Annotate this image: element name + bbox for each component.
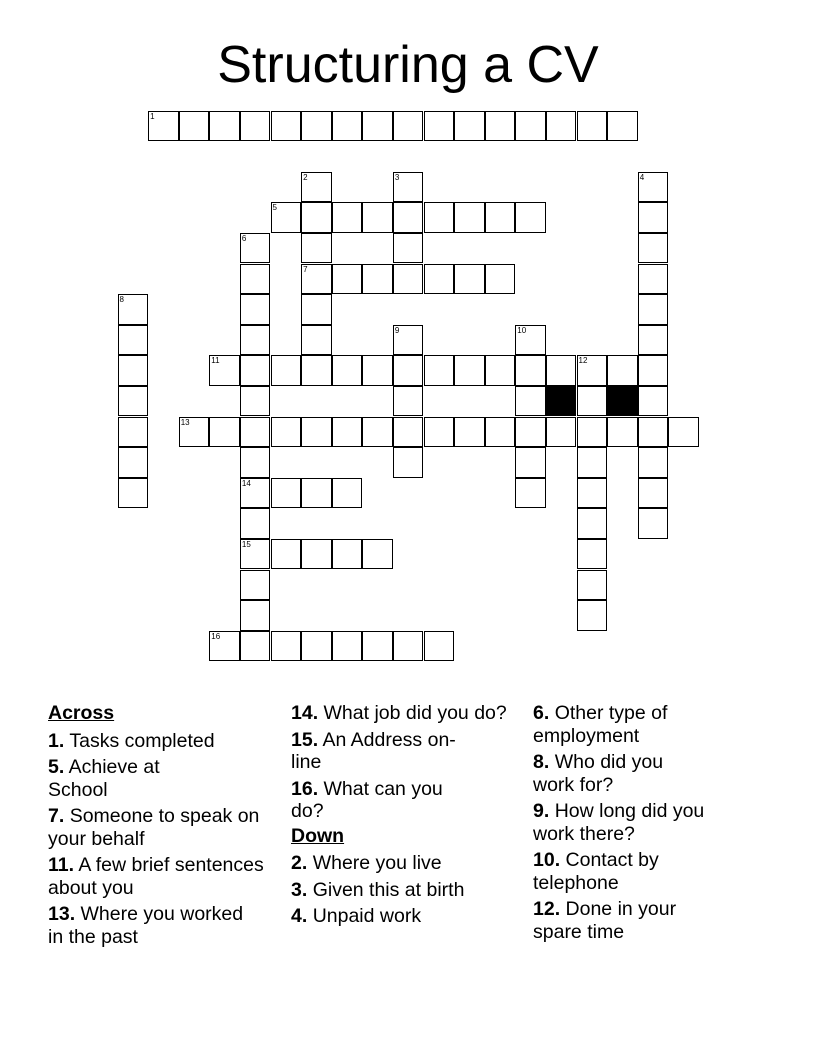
crossword-cell[interactable]: [362, 417, 393, 448]
crossword-cell[interactable]: [638, 233, 669, 264]
crossword-cell[interactable]: [577, 570, 608, 601]
crossword-cell[interactable]: [362, 264, 393, 295]
clue-number: 4.: [291, 905, 308, 927]
across-heading: Across: [48, 702, 115, 724]
clue-number: 15.: [291, 728, 319, 751]
crossword-cell[interactable]: [271, 631, 302, 662]
crossword-cell[interactable]: [393, 355, 424, 386]
crossword-cell[interactable]: [424, 111, 455, 142]
crossword-cell[interactable]: [301, 417, 332, 448]
crossword-cell[interactable]: [118, 294, 149, 325]
crossword-cell[interactable]: [240, 600, 271, 631]
clue-number: 2.: [291, 852, 308, 874]
crossword-cell[interactable]: [485, 417, 516, 448]
crossword-cell[interactable]: [638, 172, 669, 203]
clue-column-2: [291, 702, 511, 932]
crossword-cell[interactable]: [638, 264, 669, 295]
crossword-cell[interactable]: [271, 417, 302, 448]
crossword-cell[interactable]: [485, 202, 516, 233]
clue-across-1: [48, 730, 283, 753]
crossword-cell[interactable]: [393, 111, 424, 142]
crossword-cell[interactable]: [577, 447, 608, 478]
crossword-cell[interactable]: [332, 631, 363, 662]
crossword-cell[interactable]: [393, 264, 424, 295]
clue-across-11: [48, 854, 283, 899]
crossword-cell[interactable]: [577, 111, 608, 142]
crossword-cell[interactable]: [240, 478, 271, 509]
crossword-cell[interactable]: [301, 172, 332, 203]
crossword-cell[interactable]: [638, 202, 669, 233]
crossword-cell[interactable]: [515, 325, 546, 356]
crossword-cell[interactable]: [424, 264, 455, 295]
crossword-cell[interactable]: [515, 386, 546, 417]
crossword-cell[interactable]: [454, 264, 485, 295]
crossword-cell[interactable]: [271, 355, 302, 386]
crossword-cell[interactable]: [577, 539, 608, 570]
crossword-cell[interactable]: [209, 417, 240, 448]
clue-text: Where you worked in the past: [48, 903, 244, 948]
clue-number: 16.: [291, 777, 319, 800]
crossword-cell[interactable]: [240, 264, 271, 295]
crossword-cell[interactable]: [577, 478, 608, 509]
crossword-cell[interactable]: [332, 264, 363, 295]
clue-text: What job did you do?: [323, 702, 507, 724]
cell-number: 6: [241, 233, 247, 243]
clue-number: 6.: [533, 702, 550, 724]
crossword-cell[interactable]: [638, 447, 669, 478]
crossword-cell[interactable]: [454, 355, 485, 386]
crossword-cell[interactable]: [393, 172, 424, 203]
crossword-cell[interactable]: [209, 111, 240, 142]
cell-number: 11: [211, 356, 220, 366]
clue-across-15: [291, 729, 456, 774]
crossword-cell[interactable]: [240, 508, 271, 539]
crossword-cell[interactable]: [577, 386, 608, 417]
crossword-cell[interactable]: [607, 111, 638, 142]
crossword-cell[interactable]: [240, 386, 271, 417]
cell-number: 5: [272, 203, 277, 213]
clue-down-6: [533, 702, 698, 747]
down-heading: Down: [291, 824, 345, 847]
cell-number: 3: [394, 172, 400, 182]
crossword-cell[interactable]: [424, 355, 455, 386]
clue-number: 3.: [291, 878, 308, 901]
crossword-cell[interactable]: [118, 355, 149, 386]
crossword-cell[interactable]: [332, 111, 363, 142]
crossword-cell[interactable]: [118, 447, 149, 478]
crossword-cell[interactable]: [454, 417, 485, 448]
clue-down-10: [533, 849, 693, 894]
clue-down-9: [533, 800, 743, 845]
crossword-cell[interactable]: [577, 508, 608, 539]
clue-text: Someone to speak on your behalf: [48, 805, 260, 850]
crossword-cell[interactable]: [362, 539, 393, 570]
crossword-cell[interactable]: [393, 631, 424, 662]
clue-across-14: [291, 702, 511, 725]
clue-number: 5.: [48, 756, 65, 778]
cell-number: 1: [150, 111, 155, 121]
crossword-cell[interactable]: [271, 539, 302, 570]
crossword-cell[interactable]: [240, 355, 271, 386]
crossword-cell[interactable]: [118, 478, 149, 509]
cell-number: 12: [578, 356, 588, 366]
crossword-cell[interactable]: [301, 539, 332, 570]
crossword-cell[interactable]: [515, 111, 546, 142]
clue-text: Unpaid work: [312, 905, 422, 927]
cell-number: 14: [241, 478, 251, 488]
cell-number: 13: [180, 417, 190, 427]
crossword-cell[interactable]: [362, 631, 393, 662]
clue-across-16: [291, 778, 471, 823]
clue-text: Given this at birth: [312, 878, 465, 901]
crossword-cell[interactable]: [638, 417, 669, 448]
crossword-cell[interactable]: [240, 570, 271, 601]
crossword-cell[interactable]: [515, 202, 546, 233]
crossword-cell[interactable]: [240, 447, 271, 478]
crossword-cell[interactable]: [638, 294, 669, 325]
crossword-cell[interactable]: [179, 111, 210, 142]
crossword-cell[interactable]: [577, 355, 608, 386]
clue-down-4: [291, 905, 511, 928]
crossword-cell[interactable]: [240, 539, 271, 570]
crossword-cell[interactable]: [546, 355, 577, 386]
clue-number: 10.: [533, 849, 561, 871]
crossword-cell[interactable]: [271, 202, 302, 233]
cell-number: 15: [241, 539, 251, 549]
crossword-cell[interactable]: [240, 417, 271, 448]
crossword-cell[interactable]: [515, 447, 546, 478]
crossword-cell[interactable]: [332, 478, 363, 509]
clue-column-3: [533, 702, 743, 947]
clue-text: Tasks completed: [69, 729, 215, 752]
crossword-cell[interactable]: [301, 111, 332, 142]
crossword-cell[interactable]: [209, 631, 240, 662]
crossword-cell[interactable]: [638, 325, 669, 356]
crossword-cell[interactable]: [424, 202, 455, 233]
page-title: Structuring a CV: [217, 36, 599, 94]
crossword-cell[interactable]: [148, 111, 179, 142]
black-cell: [607, 386, 638, 417]
clue-number: 13.: [48, 903, 76, 925]
clue-across-5: [48, 756, 198, 801]
cell-number: 2: [303, 172, 308, 182]
crossword-cell[interactable]: [424, 417, 455, 448]
crossword-cell[interactable]: [485, 111, 516, 142]
cell-number: 10: [517, 325, 527, 335]
clue-text: What can you do?: [291, 777, 443, 822]
crossword-cell[interactable]: [240, 325, 271, 356]
crossword-cell[interactable]: [485, 355, 516, 386]
crossword-cell[interactable]: [301, 294, 332, 325]
crossword-cell[interactable]: [393, 325, 424, 356]
clue-text: Who did you work for?: [533, 751, 664, 796]
crossword-cell[interactable]: [638, 386, 669, 417]
clue-text: Achieve at School: [48, 756, 160, 801]
crossword-cell[interactable]: [118, 325, 149, 356]
crossword-cell[interactable]: [179, 417, 210, 448]
cell-number: 4: [639, 172, 645, 182]
clue-number: 9.: [533, 800, 550, 822]
crossword-cell[interactable]: [362, 111, 393, 142]
crossword-cell[interactable]: [424, 631, 455, 662]
crossword-cell[interactable]: [607, 355, 638, 386]
crossword-cell[interactable]: [271, 111, 302, 142]
cell-number: 8: [119, 295, 124, 305]
crossword-cell[interactable]: [301, 478, 332, 509]
crossword-cell[interactable]: [454, 111, 485, 142]
clue-text: Done in your spare time: [533, 898, 677, 943]
crossword-cell[interactable]: [393, 417, 424, 448]
clue-number: 8.: [533, 751, 550, 773]
cell-number: 16: [211, 631, 221, 641]
crossword-cell[interactable]: [301, 202, 332, 233]
crossword-cell[interactable]: [209, 355, 240, 386]
crossword-cell[interactable]: [118, 386, 149, 417]
clue-text: How long did you work there?: [533, 800, 705, 845]
clue-down-3: [291, 879, 511, 902]
clue-number: 7.: [48, 805, 65, 827]
crossword-cell[interactable]: [362, 355, 393, 386]
crossword-cell[interactable]: [301, 325, 332, 356]
crossword-cell[interactable]: [546, 111, 577, 142]
crossword-cell[interactable]: [240, 111, 271, 142]
crossword-cell[interactable]: [515, 417, 546, 448]
crossword-cell[interactable]: [240, 631, 271, 662]
crossword-cell[interactable]: [301, 264, 332, 295]
crossword-cell[interactable]: [546, 417, 577, 448]
crossword-cell[interactable]: [240, 233, 271, 264]
crossword-cell[interactable]: [638, 478, 669, 509]
crossword-cell[interactable]: [638, 355, 669, 386]
clue-number: 14.: [291, 702, 319, 724]
clue-column-1: [48, 702, 283, 952]
crossword-cell[interactable]: [301, 233, 332, 264]
crossword-cell[interactable]: [332, 417, 363, 448]
clue-number: 12.: [533, 898, 561, 920]
crossword-cell[interactable]: [301, 355, 332, 386]
crossword-cell[interactable]: [362, 202, 393, 233]
clue-down-12: [533, 898, 708, 943]
clue-down-8: [533, 751, 693, 796]
crossword-cell[interactable]: [332, 202, 363, 233]
crossword-cell[interactable]: [393, 386, 424, 417]
crossword-cell[interactable]: [393, 447, 424, 478]
crossword-cell[interactable]: [118, 417, 149, 448]
crossword-cell[interactable]: [332, 355, 363, 386]
clue-across-7: [48, 805, 283, 850]
crossword-cell[interactable]: [515, 478, 546, 509]
crossword-cell[interactable]: [301, 631, 332, 662]
crossword-cell[interactable]: [577, 600, 608, 631]
clue-number: 1.: [48, 729, 65, 752]
clue-text: An Address on-line: [291, 728, 456, 773]
crossword-cell[interactable]: [332, 539, 363, 570]
black-cell: [546, 386, 577, 417]
crossword-cell[interactable]: [668, 417, 699, 448]
clue-text: A few brief sentences about you: [48, 854, 264, 899]
clue-text: Where you live: [312, 852, 442, 874]
crossword-cell[interactable]: [638, 508, 669, 539]
crossword-cell[interactable]: [393, 233, 424, 264]
cell-number: 9: [394, 325, 400, 335]
cell-number: 7: [303, 264, 308, 274]
clue-number: 11.: [48, 854, 75, 876]
crossword-cell[interactable]: [577, 417, 608, 448]
clue-across-13: [48, 903, 248, 948]
crossword-cell[interactable]: [393, 202, 424, 233]
crossword-cell[interactable]: [240, 294, 271, 325]
crossword-cell[interactable]: [607, 417, 638, 448]
clue-down-2: [291, 852, 511, 875]
clue-text: Contact by telephone: [533, 849, 659, 894]
crossword-cell[interactable]: [271, 478, 302, 509]
crossword-cell[interactable]: [515, 355, 546, 386]
crossword-cell[interactable]: [454, 202, 485, 233]
clue-text: Other type of employment: [533, 702, 668, 747]
crossword-cell[interactable]: [485, 264, 516, 295]
